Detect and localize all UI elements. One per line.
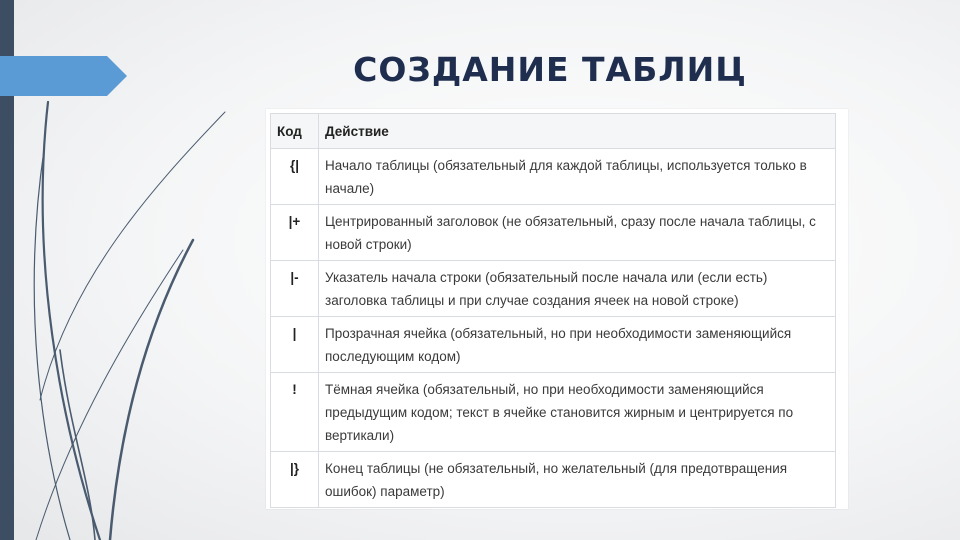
table-header-row xyxy=(271,114,836,149)
curve-line xyxy=(60,350,95,540)
header-action: Действие xyxy=(319,114,836,149)
curve-line xyxy=(43,102,100,540)
row-action: Центрированный заголовок (не обязательный, сразу после начала таблицы, с новой строки) xyxy=(319,205,836,261)
row-action: Конец таблицы (не обязательный, но желательный (для предотвращения ошибок) параметр) xyxy=(319,452,836,508)
curve-line xyxy=(110,240,193,540)
table-row xyxy=(271,452,836,508)
curve-line xyxy=(36,250,183,540)
row-action: Начало таблицы (обязательный для каждой таблицы, используется только в начале) xyxy=(319,149,836,205)
table-row xyxy=(271,373,836,452)
row-code: ! xyxy=(271,373,319,452)
row-code: |+ xyxy=(271,205,319,261)
curve-line xyxy=(40,112,225,400)
codes-table xyxy=(270,113,836,508)
row-action: Прозрачная ячейка (обязательный, но при необходимости заменяющийся последующим кодом) xyxy=(319,317,836,373)
row-code: |- xyxy=(271,261,319,317)
table-row xyxy=(271,205,836,261)
table-row xyxy=(271,317,836,373)
accent-arrow-tab xyxy=(0,56,127,96)
header-code: Код xyxy=(271,114,319,149)
table-panel xyxy=(266,109,848,509)
row-action: Тёмная ячейка (обязательный, но при необходимости заменяющийся предыдущим кодом; текст в ячейке становится жирным и центрируется по вертикали) xyxy=(319,373,836,452)
curve-line xyxy=(34,150,70,540)
row-code: {| xyxy=(271,149,319,205)
row-code: |} xyxy=(271,452,319,508)
slide-title: СОЗДАНИЕ ТАБЛИЦ xyxy=(353,50,747,89)
table-row xyxy=(271,149,836,205)
row-code: | xyxy=(271,317,319,373)
table-row xyxy=(271,261,836,317)
row-action: Указатель начала строки (обязательный после начала или (если есть) заголовка таблицы и при случае создания ячеек на новой строке) xyxy=(319,261,836,317)
